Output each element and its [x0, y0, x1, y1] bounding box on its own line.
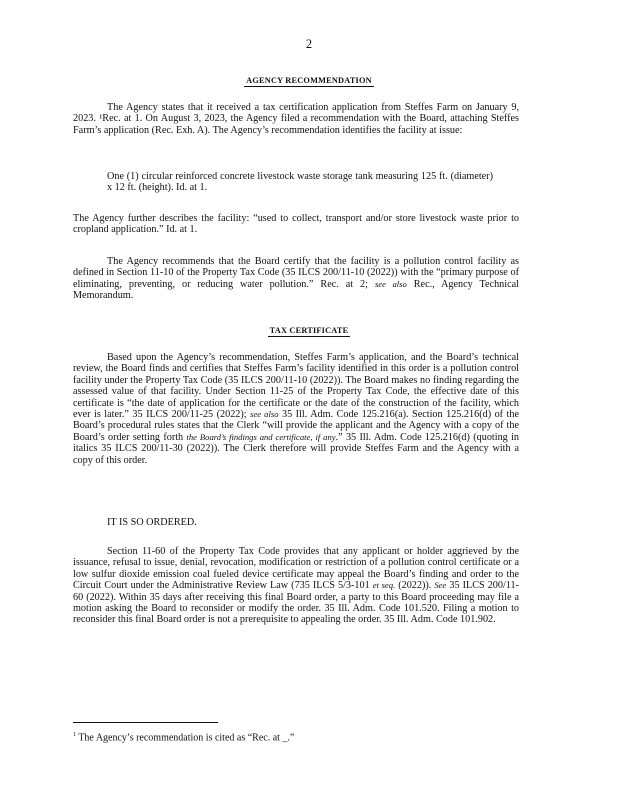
section-heading-tax-certificate	[0, 326, 618, 337]
footnote-text: The Agency’s recommendation is cited as “Rec. at _.”	[78, 732, 295, 744]
paragraph-board-finds	[73, 352, 519, 466]
paragraph-text: The Agency further describes the facility: “used to collect, transport and/or store livestock waste prior to cropland application.” Id. at 1.	[73, 213, 519, 236]
paragraph-appeal-rights	[73, 546, 519, 626]
footnote-divider	[73, 722, 218, 723]
paragraph-text: Rec., Agency Technical Memorandum.	[73, 278, 519, 302]
signal-see: See	[434, 580, 447, 591]
block-quote-facility	[107, 171, 493, 194]
paragraph-agency-describes	[73, 213, 519, 236]
italic-quotation: the Board’s findings and certificate, if any	[186, 431, 336, 442]
paragraph-text: 35 ILCS 200/11-60 (2022). Within 35 days after receiving this final Board order, a party to this Board proceeding may file a motion asking the Board to reconsider or modify the order. 35 Ill. Adm. Code 101.520. Filing a motion to reconsider this final Board order is not a prerequisite to appealing the order. 35 Ill. Adm. Code 101.902.	[73, 580, 520, 626]
page-number: 2	[305, 37, 313, 51]
signal-see-also: see also	[250, 409, 279, 420]
footnote-mark: 1	[73, 732, 76, 738]
paragraph-text: The Agency recommends that the Board certify that the facility is a pollution control facility as defined in Section 11-10 of the Property Tax Code (35 ILCS 200/11-10 (2022)) with the “primary purpose of eliminating, preventing, or reducing water pollution.” Rec. at 2;	[73, 256, 519, 290]
paragraph-text: Based upon the Agency’s recommendation, Steffes Farm’s application, and the Board’s technical review, the Board finds and certifies that Steffes Farm’s facility identified in this order is a pollution control facility under the Property Tax Code (35 ILCS 200/11-10 (2022)). The Board makes no finding regarding the assessed value of that facility. Under Section 11-25 of the Property Tax Code, the effective date of this certificate is “the date of application for the certificate or the date of the construction of the facility, which ever is later.” 35 ILCS 200/11-25 (2022);	[73, 352, 519, 421]
heading-text: TAX CERTIFICATE	[269, 326, 349, 335]
paragraph-text: (2022)).	[395, 580, 435, 592]
paragraph-agency-recommends	[73, 256, 519, 302]
paragraph-agency-received	[73, 102, 519, 136]
heading-text: AGENCY RECOMMENDATION	[246, 76, 372, 85]
section-heading-agency-recommendation	[0, 76, 618, 87]
signal-see-also: see also	[374, 278, 407, 289]
signal-et-seq: et seq.	[372, 580, 396, 591]
paragraph-text: 35 Ill. Adm. Code 125.216(a). Section 125.216(d) of the Board’s procedural rules states that the Clerk “will provide the applicant and the Agency with a copy of the Board’s order setting forth	[73, 409, 519, 443]
paragraph-text: Section 11-60 of the Property Tax Code provides that any applicant or holder aggrieved by the issuance, refusal to issue, denial, revocation, modification or restriction of a pollution control certificate or a low sulfur dioxide emission coal fueled device certificate may appeal the Board’s finding and order to the Circuit Court under the Administrative Review Law (735 ILCS 5/3-101	[73, 546, 519, 592]
paragraph-text: The Agency states that it received a tax certification application from Steffes Farm on January 9, 2023. ¹Rec. at 1. On August 3, 2023, the Agency filed a recommendation with the Board, attaching Steffes Farm’s application (Rec. Exh. A). The Agency’s recommendation identifies the facility at issue:	[73, 102, 519, 136]
block-quote-text: One (1) circular reinforced concrete livestock waste storage tank measuring 125 ft. (diameter) x 12 ft. (height). Id. at 1.	[107, 171, 493, 194]
paragraph-text: .” 35 Ill. Adm. Code 125.216(d) (quoting in italics 35 ILCS 200/11-30 (2022)). The Clerk therefore will provide Steffes Farm and the Agency with a copy of this order.	[73, 431, 520, 466]
footnote	[73, 732, 294, 743]
order-statement: IT IS SO ORDERED.	[107, 517, 197, 528]
